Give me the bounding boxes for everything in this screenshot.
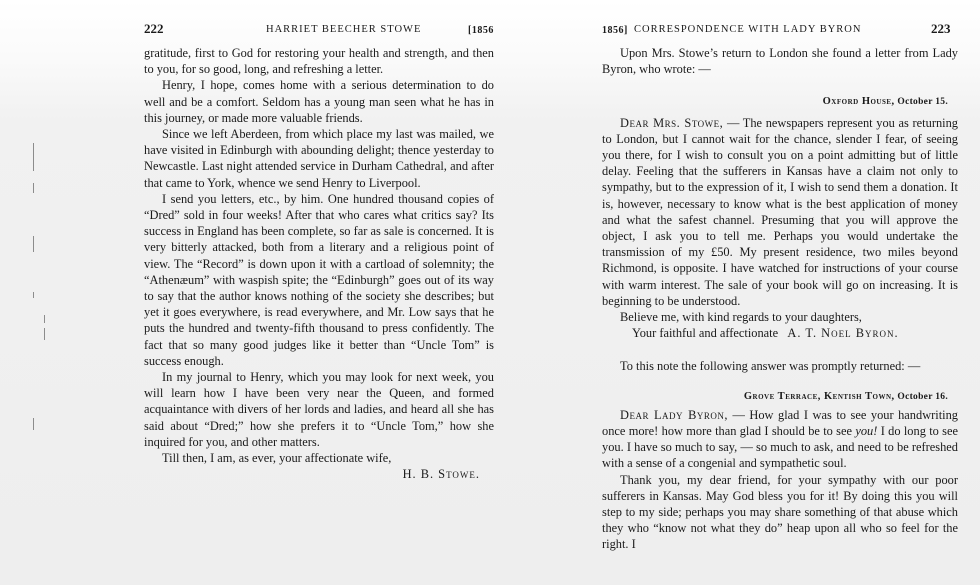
signature-name: H. B. Stowe. [402,467,480,482]
letter-dateline [602,389,958,405]
margin-pencil-mark [44,315,45,323]
letter-paragraph: Thank you, my dear friend, for your sympathy with our poor sufferers in Kansas. May God bless you for it! By doing this you will step to my side; perhaps you may share something of that abuse which they who “know not what they do” heap upon all who so feel for the right. I [602,472,958,552]
letter-text: — The newspapers represent you as returning to London, but I cannot wait for the chance, slender I fear, of seeing you there, for I wish to consult you on a point admitting but of little delay. Feeling that the sufferers in Kansas have a claim not only to sympathy, but to the expression of it, I wish to send them a donation. It is, however, necessary to know what is the best application of money and what the safest channel. Presuming that you will approve the object, I ask you to tell me. Perhaps you would undertake the transmission of my £50. My present residence, two miles beyond Richmond, is opposite. I have watched for instructions of your course with warm interest. The sale of your book will go on increasing. It is beginning to be understood. [602,115,958,308]
margin-pencil-mark [33,183,34,193]
letter-dateline [602,94,958,110]
paragraph: I send you letters, etc., by him. One hundred thousand copies of “Dred” sold in four weeks! After that who cares what critics say? Its success in England has been complete, so far as sale is concerned. It is very bitterly attacked, both from a literary and a religious point of view. The “Record” is down upon it with a cartload of solemnity; the “Athenæum” with waspish spite; the “Edinburgh” goes out of its way to say that the author knows nothing of the society she describes; but yet it goes everywhere, is read everywhere, and Mr. Low says that he puts the hundred and twenty-fifth thousand to press confidently. The fact that so many good judges like it better than “Uncle Tom” is success enough. [144,191,494,368]
margin-pencil-mark [33,236,34,252]
running-year: [1856 [468,25,494,36]
dateline-date: October 16. [897,391,948,402]
dateline-place: Oxford House, [822,96,895,108]
letter-text: I do long to see you. I have so much to say, — so much to ask, and need to be refreshed with a sense of a congenial and sympathetic soul. [602,424,959,471]
page-number: 222 [144,21,164,36]
page-body [144,45,494,482]
paragraph: Henry, I hope, comes home with a serious determination to do well and be a comfort. Seldom has a young man seen what he has in this journey, or made more valuable friends. [144,78,494,125]
signature-name: A. T. Noel Byron. [787,326,899,341]
margin-pencil-mark [33,143,34,171]
running-title: CORRESPONDENCE WITH LADY BYRON [634,24,862,35]
paragraph: gratitude, first to God for restoring your health and strength, and then to you, for so good, long, and refreshing a letter. [144,46,494,77]
running-head [602,22,958,38]
letter-text: — How glad I was to see your handwriting once more! how more than glad I should be to see [602,407,958,439]
intro-paragraph: Upon Mrs. Stowe’s return to London she found a letter from Lady Byron, who wrote: — [602,46,958,77]
margin-pencil-mark [33,418,34,430]
letter-body [602,115,958,309]
letter-valediction [602,325,958,341]
dateline-place: Grove Terrace, Kentish Town, [743,390,895,402]
margin-pencil-mark [44,328,45,340]
page-number: 223 [931,21,951,36]
page-body [602,45,958,553]
letter-closing: Believe me, with kind regards to your daughters, [620,310,862,325]
paragraph: In my journal to Henry, which you may look for next week, you will learn how I have been very near the Queen, and formed acquaintance with divers of her lords and ladies, and heard all she has said about “Dred;” how she prefers it to “Uncle Tom,” how she inquired for you, and other matters. [144,370,494,449]
dateline-date: October 15. [897,97,948,108]
paragraph: Since we left Aberdeen, from which place my last was mailed, we have visited in Edinburgh with abounding delight; thence yesterday to Newcastle. Last night attended service in Durham Cathedral, and after that came to York, whence we send Henry to Liverpool. [144,127,494,190]
running-year: 1856] [602,25,628,36]
valediction: Your faithful and affectionate [632,326,779,341]
letter-closing: Till then, I am, as ever, your affectionate wife, [162,451,392,466]
margin-pencil-mark [33,292,34,298]
letter-body [602,407,958,472]
transition-paragraph: To this note the following answer was promptly returned: — [620,359,921,374]
salutation: Dear Mrs. Stowe, [620,115,724,130]
emphasis: you! [855,424,878,439]
running-head [144,22,494,38]
salutation: Dear Lady Byron, [620,407,728,422]
signature [144,466,494,482]
running-title: HARRIET BEECHER STOWE [266,24,422,35]
